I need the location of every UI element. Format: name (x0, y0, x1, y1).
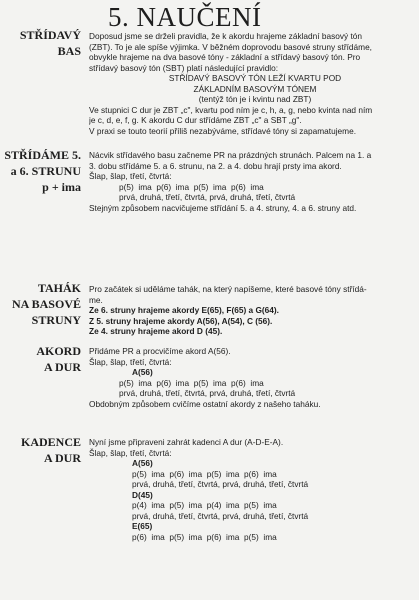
heading-stridavy-bas (0, 27, 81, 59)
heading-line: NA BASOVÉ (11, 297, 81, 311)
heading-akord-a-dur (0, 343, 81, 375)
heading-line: p + ima (42, 180, 81, 194)
text-line: Přidáme PR a procvičíme akord A(56). (89, 346, 231, 356)
chord-label: A(56) (132, 458, 153, 468)
heading-line: A DUR (43, 360, 81, 374)
page-title: 5. NAUČENÍ (108, 2, 262, 32)
bass-rule: Ze 6. struny hrajeme akordy E(65), F(65) a G(64). (89, 305, 279, 315)
count-line: prvá, druhá, třetí, čtvrtá, prvá, druhá, třetí, čtvrtá (119, 192, 296, 202)
chord-label: D(45) (132, 489, 153, 500)
text-line: Stejným způsobem nacvičujeme střídání 5. a 4. struny, 4. a 6. struny atd. (89, 202, 357, 213)
text-line: Ve stupnici C dur je ZBT „c", kvartu pod ním je c, h, a, g, nebo kvinta nad ním (89, 104, 373, 115)
heading-line: STRUNY (31, 313, 81, 327)
section-akord-a-dur (89, 346, 419, 409)
chord-label: E(65) (132, 521, 153, 531)
picking-pattern: p(5) ima p(6) ima p(5) ima p(6) ima (132, 468, 277, 479)
picking-pattern: p(4) ima p(5) ima p(4) ima p(5) ima (132, 500, 277, 510)
picking-pattern: p(5) ima p(6) ima p(5) ima p(6) ima (119, 181, 264, 192)
rule-line: (tentýž tón je i kvintu nad ZBT) (198, 94, 312, 104)
count-line: prvá, druhá, třetí, čtvrtá, prvá, druhá, třetí, čtvrtá (119, 388, 296, 398)
text-line: Doposud jsme se drželi pravidla, že k akordu hrajeme základní basový tón (89, 31, 363, 41)
chord-label: A(56) (132, 367, 153, 377)
text-line: 3. dobu střídáme 5. a 6. strunu, na 2. a 4. dobu hrají prsty ima akord. (89, 160, 342, 171)
count-line: prvá, druhá, třetí, čtvrtá, prvá, druhá, třetí, čtvrtá (132, 479, 309, 489)
heading-line: AKORD (36, 344, 81, 358)
text-line: obvykle hrajeme na dva basové tóny - základní a střídavý basový tón. Pro (89, 52, 361, 62)
heading-line: A DUR (43, 451, 81, 465)
bass-rule: Z 5. struny hrajeme akordy A(56), A(54), C (56). (89, 315, 273, 326)
text-line: střídavý basový tón (SBT) platí následující pravidlo: (89, 62, 279, 73)
section-tahak (89, 284, 419, 337)
heading-line: TAHÁK (37, 281, 81, 295)
section-kadence (89, 437, 419, 542)
count-line: prvá, druhá, třetí, čtvrtá, prvá, druhá, třetí, čtvrtá (132, 510, 309, 521)
text-line: me. (89, 294, 103, 305)
section-stridame (89, 150, 419, 213)
text-line: Šlap, šlap, třetí, čtvrtá: (89, 171, 172, 181)
text-line: Pro začátek si uděláme tahák, na který napíšeme, které basové tóny střídá- (89, 284, 367, 294)
text-line: (ZBT). To je ale spíše výjimka. V běžném doprovodu basové struny střídáme, (89, 41, 372, 52)
text-line: Obdobným způsobem cvičíme ostatní akordy z našeho taháku. (89, 398, 321, 409)
text-line: Šlap, šlap, třetí, čtvrtá: (89, 356, 172, 367)
picking-pattern: p(6) ima p(5) ima p(6) ima p(5) ima (132, 531, 277, 542)
heading-line: STŘÍDAVÝ (19, 28, 81, 42)
picking-pattern: p(5) ima p(6) ima p(5) ima p(6) ima (119, 377, 264, 388)
section-stridavy-bas (89, 31, 419, 136)
heading-line: STŘÍDÁME 5. (4, 148, 81, 162)
heading-line: KADENCE (20, 435, 81, 449)
text-line: V praxi se touto teorií příliš nezabýváme, střídavé tóny si zapamatujeme. (89, 125, 357, 136)
text-line: je c, d, e, f, g. K akordu C dur střídáme ZBT „c" a SBT „g". (89, 115, 302, 125)
text-line: Nyní jsme připraveni zahrát kadenci A dur (A-D-E-A). (89, 437, 284, 447)
heading-kadence (0, 434, 81, 466)
rule-line: ZÁKLADNÍM BASOVÝM TÓNEM (193, 83, 317, 94)
heading-line: a 6. STRUNU (10, 164, 81, 178)
heading-tahak (0, 280, 81, 328)
heading-line: BAS (57, 44, 81, 58)
rule-line: STŘÍDAVÝ BASOVÝ TÓN LEŽÍ KVARTU POD (168, 73, 342, 83)
bass-rule: Ze 4. struny hrajeme akord D (45). (89, 326, 223, 336)
text-line: Šlap, šlap, třetí, čtvrtá: (89, 447, 172, 458)
heading-stridame (0, 147, 81, 195)
text-line: Nácvik střídavého basu začneme PR na prázdných strunách. Palcem na 1. a (89, 150, 372, 160)
